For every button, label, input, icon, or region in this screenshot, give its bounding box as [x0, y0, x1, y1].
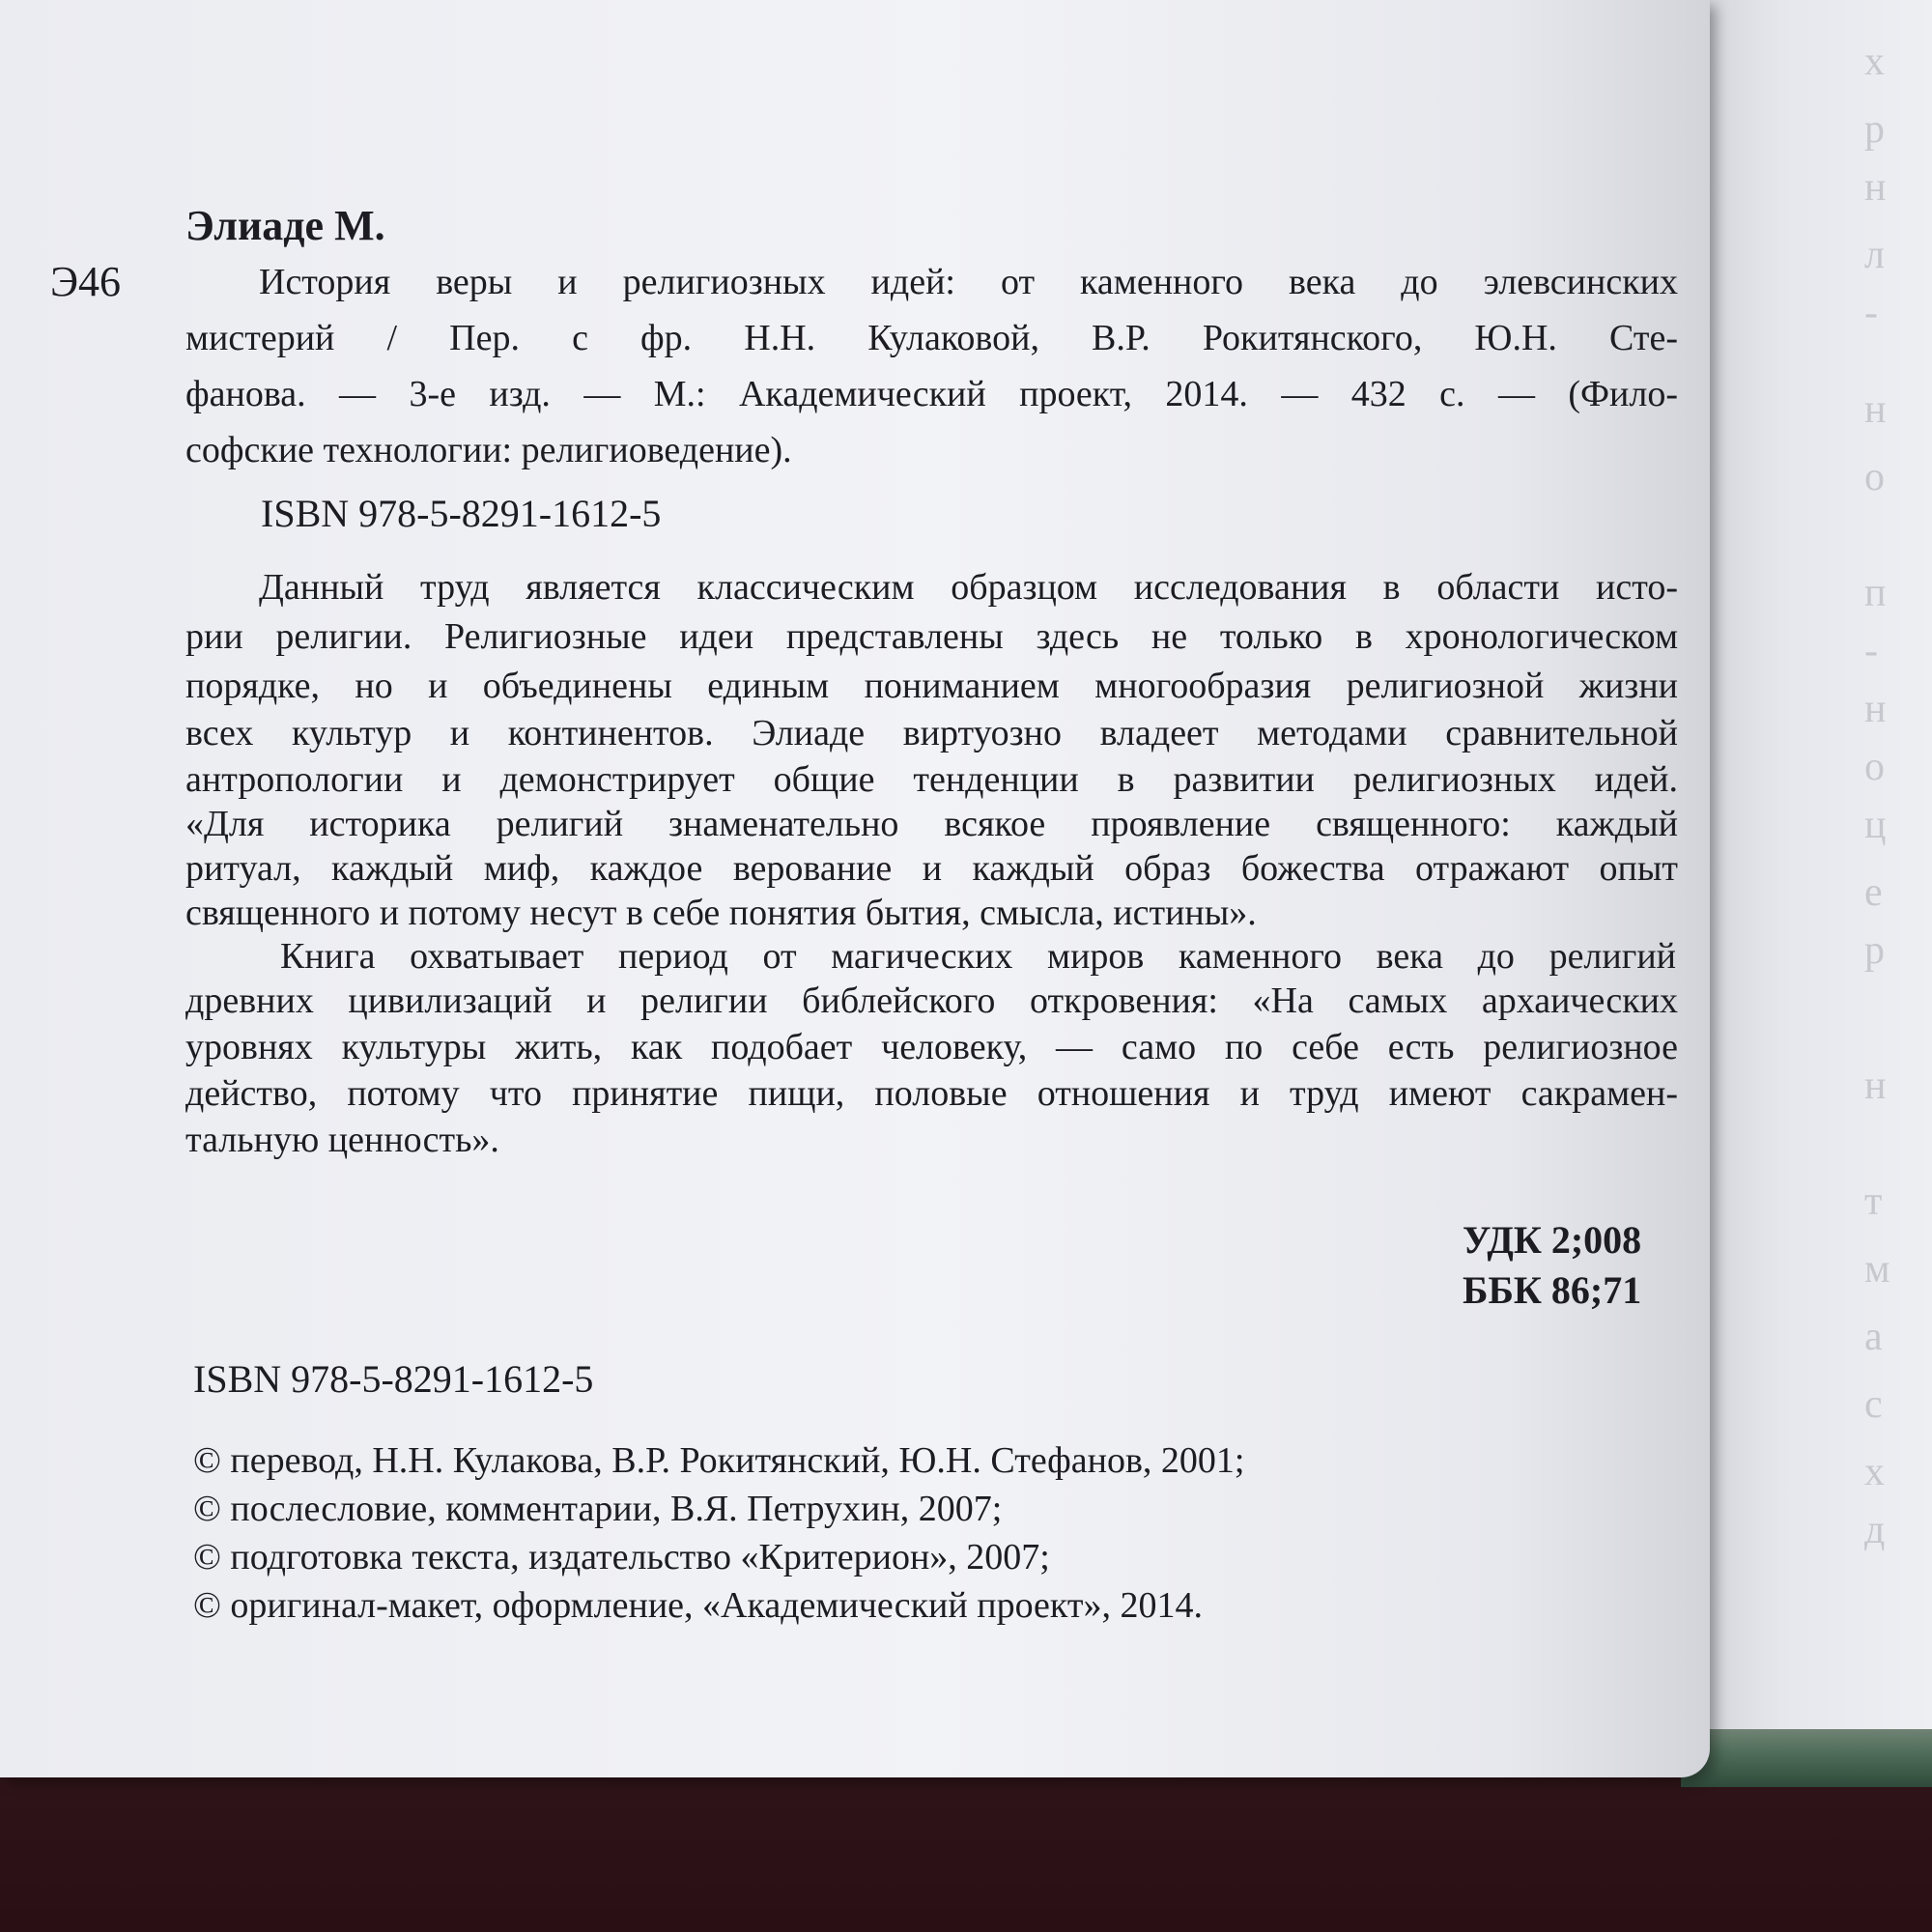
annotation-line: тальную ценность».	[185, 1120, 499, 1160]
annotation-line: древних цивилизаций и религии библейского откровения: «На самых архаических	[185, 980, 1678, 1021]
bibliographic-line: мистерий / Пер. с фр. Н.Н. Кулаковой, В.Р. Рокитянского, Ю.Н. Сте-	[185, 318, 1678, 358]
udk-code: УДК 2;008	[1463, 1218, 1642, 1262]
annotation-line: уровнях культуры жить, как подобает человеку, — само по себе есть религиозное	[185, 1027, 1678, 1067]
annotation-line: «Для историка религий знаменательно всякое проявление священного: каждый	[185, 804, 1678, 844]
copyright-line: © перевод, Н.Н. Кулакова, В.Р. Рокитянский, Ю.Н. Стефанов, 2001;	[193, 1440, 1245, 1481]
annotation-line: всех культур и континентов. Элиаде виртуозно владеет методами сравнительной	[185, 713, 1678, 753]
annotation-line: порядке, но и объединены единым пониманием многообразия религиозной жизни	[185, 666, 1678, 706]
annotation-line: Книга охватывает период от магических миров каменного века до религий	[280, 936, 1676, 977]
isbn-bottom: ISBN 978-5-8291-1612-5	[193, 1357, 594, 1401]
author-name: Элиаде М.	[185, 202, 385, 249]
bibliographic-line: софские технологии: религиоведение).	[185, 430, 792, 470]
copyright-line: © оригинал-макет, оформление, «Академический проект», 2014.	[193, 1585, 1203, 1626]
annotation-line: Данный труд является классическим образцом исследования в области исто-	[259, 567, 1678, 608]
copyright-line: © послесловие, комментарии, В.Я. Петрухин, 2007;	[193, 1489, 1003, 1529]
annotation-line: священного и потому несут в себе понятия бытия, смысла, истины».	[185, 893, 1257, 933]
isbn-line: ISBN 978-5-8291-1612-5	[261, 492, 662, 535]
copyright-line: © подготовка текста, издательство «Критерион», 2007;	[193, 1537, 1050, 1577]
annotation-line: ритуал, каждый миф, каждое верование и каждый образ божества отражают опыт	[185, 848, 1678, 889]
annotation-line: антропологии и демонстрирует общие тенденции в развитии религиозных идей.	[185, 759, 1678, 800]
annotation-line: действо, потому что принятие пищи, половые отношения и труд имеют сакрамен-	[185, 1073, 1678, 1114]
facing-page: х р н л - н о п - н о ц е р н т м а с х д	[1681, 0, 1932, 1729]
bbk-code: ББК 86;71	[1463, 1268, 1642, 1312]
bibliographic-line: фанова. — 3-е изд. — М.: Академический проект, 2014. — 432 с. — (Фило-	[185, 374, 1678, 414]
catalog-code: Э46	[50, 258, 122, 305]
annotation-line: рии религии. Религиозные идеи представлены здесь не только в хронологическом	[185, 616, 1678, 657]
bibliographic-line: История веры и религиозных идей: от каменного века до элевсинских	[259, 262, 1678, 302]
